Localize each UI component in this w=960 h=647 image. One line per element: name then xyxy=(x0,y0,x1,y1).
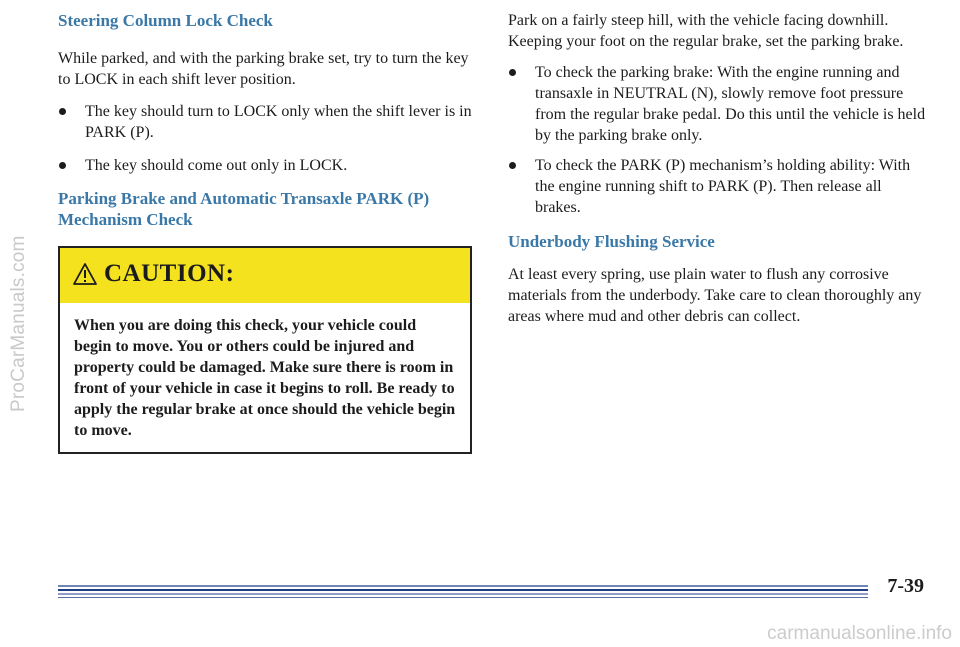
footer-rules xyxy=(58,578,868,608)
steering-lock-heading: Steering Column Lock Check xyxy=(58,11,273,30)
page-number: 7-39 xyxy=(887,575,924,597)
list-item xyxy=(508,62,928,146)
bullet-icon xyxy=(59,162,66,169)
bullet-text: To check the parking brake: With the engine running and transaxle in NEUTRAL (N), slowly remove foot pressure from the regular brake pedal. Do this until the vehicle is held by the parking brake only. xyxy=(535,64,926,144)
parking-brake-heading: Parking Brake and Automatic Transaxle PARK (P) Mechanism Check xyxy=(58,189,430,229)
list-item xyxy=(58,101,478,143)
right-column xyxy=(508,10,928,327)
underbody-paragraph: At least every spring, use plain water to flush any corrosive materials from the underbody. Take care to clean thoroughly any areas where mud and other debris can collect. xyxy=(508,266,922,325)
side-watermark-text: ProCarManuals.com xyxy=(8,235,29,412)
bullet-text: The key should come out only in LOCK. xyxy=(85,157,348,174)
bottom-watermark: carmanualsonline.info xyxy=(767,623,952,644)
caution-box xyxy=(58,246,472,454)
hill-intro-paragraph: Park on a fairly steep hill, with the vehicle facing downhill. Keeping your foot on the regular brake, set the parking brake. xyxy=(508,12,904,50)
bullet-icon xyxy=(59,108,66,115)
side-watermark xyxy=(2,0,32,647)
list-item xyxy=(58,155,478,176)
left-column xyxy=(58,10,478,230)
caution-title: CAUTION: xyxy=(104,260,235,287)
steering-lock-bullets xyxy=(58,101,478,176)
warning-triangle-icon xyxy=(72,262,98,286)
underbody-heading: Underbody Flushing Service xyxy=(508,232,715,251)
caution-body: When you are doing this check, your vehicle could begin to move. You or others could be injured and property could be damaged. Make sure there is room in front of your vehicle in case it begins to roll. Be ready to apply the regular brake at once should the vehicle begin to move. xyxy=(74,317,456,439)
bullet-icon xyxy=(509,162,516,169)
bullet-text: The key should turn to LOCK only when the shift lever is in PARK (P). xyxy=(85,103,472,141)
steering-lock-paragraph: While parked, and with the parking brake set, try to turn the key to LOCK in each shift lever position. xyxy=(58,50,469,88)
caution-header xyxy=(60,248,470,303)
bullet-icon xyxy=(509,69,516,76)
bullet-text: To check the PARK (P) mechanism’s holding ability: With the engine running shift to PARK (P). Then release all brakes. xyxy=(535,157,911,216)
list-item xyxy=(508,155,928,218)
check-bullets xyxy=(508,62,928,218)
